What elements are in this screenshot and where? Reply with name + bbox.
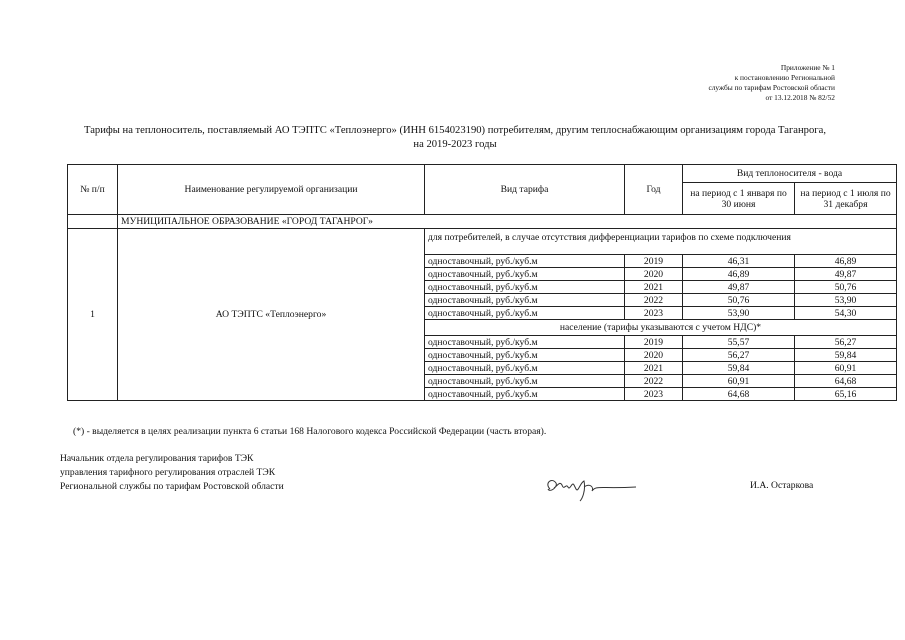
period-2-value: 60,91 <box>795 362 897 375</box>
header-org: Наименование регулируемой организации <box>118 165 425 215</box>
tariff-type-cell: одноставочный, руб./куб.м <box>425 307 625 320</box>
tariff-type-cell: одноставочный, руб./куб.м <box>425 362 625 375</box>
tariff-type-cell: одноставочный, руб./куб.м <box>425 349 625 362</box>
tariff-type-cell: одноставочный, руб./куб.м <box>425 375 625 388</box>
period-1-value: 53,90 <box>683 307 795 320</box>
footnote: (*) - выделяется в целях реализации пункта 6 статьи 168 Налогового кодекса Российской Федерации (часть вторая). <box>73 426 547 437</box>
header-period-1: на период с 1 января по 30 июня <box>683 183 795 215</box>
tariff-type-cell: одноставочный, руб./куб.м <box>425 294 625 307</box>
organization-name: АО ТЭПТС «Теплоэнерго» <box>118 229 425 401</box>
period-2-value: 54,30 <box>795 307 897 320</box>
year-cell: 2023 <box>625 307 683 320</box>
period-1-value: 56,27 <box>683 349 795 362</box>
signer-title-line: управления тарифного регулирования отраслей ТЭК <box>60 467 276 478</box>
appendix-note <box>575 63 835 103</box>
period-2-value: 65,16 <box>795 388 897 401</box>
municipality-blank <box>68 215 118 229</box>
header-year: Год <box>625 165 683 215</box>
header-period-2: на период с 1 июля по 31 декабря <box>795 183 897 215</box>
year-cell: 2020 <box>625 349 683 362</box>
header-num: № п/п <box>68 165 118 215</box>
signer-title-line: Начальник отдела регулирования тарифов ТЭК <box>60 453 254 464</box>
period-2-value: 59,84 <box>795 349 897 362</box>
period-1-value: 60,91 <box>683 375 795 388</box>
year-cell: 2021 <box>625 281 683 294</box>
year-cell: 2019 <box>625 336 683 349</box>
period-2-value: 53,90 <box>795 294 897 307</box>
period-2-value: 49,87 <box>795 268 897 281</box>
tariff-type-cell: одноставочный, руб./куб.м <box>425 388 625 401</box>
period-1-value: 55,57 <box>683 336 795 349</box>
period-2-value: 50,76 <box>795 281 897 294</box>
group-1-label: для потребителей, в случае отсутствия дифференциации тарифов по схеме подключения <box>425 229 897 255</box>
year-cell: 2023 <box>625 388 683 401</box>
tariff-type-cell: одноставочный, руб./куб.м <box>425 281 625 294</box>
signature-image <box>540 473 640 503</box>
tariff-type-cell: одноставочный, руб./куб.м <box>425 336 625 349</box>
period-1-value: 46,89 <box>683 268 795 281</box>
title-line-2: на 2019-2023 годы <box>413 139 497 150</box>
tariff-type-cell: одноставочный, руб./куб.м <box>425 255 625 268</box>
period-1-value: 46,31 <box>683 255 795 268</box>
period-1-value: 50,76 <box>683 294 795 307</box>
period-2-value: 64,68 <box>795 375 897 388</box>
period-1-value: 64,68 <box>683 388 795 401</box>
appendix-line: к постановлению Региональной <box>734 73 835 82</box>
year-cell: 2022 <box>625 375 683 388</box>
period-1-value: 59,84 <box>683 362 795 375</box>
appendix-line: Приложение № 1 <box>780 63 835 72</box>
period-2-value: 56,27 <box>795 336 897 349</box>
period-1-value: 49,87 <box>683 281 795 294</box>
tariff-type-cell: одноставочный, руб./куб.м <box>425 268 625 281</box>
period-2-value: 46,89 <box>795 255 897 268</box>
document-title <box>60 124 850 152</box>
title-line-1: Тарифы на теплоноситель, поставляемый АО ТЭПТС «Теплоэнерго» (ИНН 6154023190) потребителям, другим теплоснабжающим организациям города Таганрога, <box>84 125 826 136</box>
year-cell: 2019 <box>625 255 683 268</box>
signer-name: И.А. Остаркова <box>750 480 814 491</box>
header-tariff-type: Вид тарифа <box>425 165 625 215</box>
row-number: 1 <box>68 229 118 401</box>
municipality-row: МУНИЦИПАЛЬНОЕ ОБРАЗОВАНИЕ «ГОРОД ТАГАНРОГ» <box>118 215 897 229</box>
appendix-line: службы по тарифам Ростовской области <box>708 83 835 92</box>
year-cell: 2021 <box>625 362 683 375</box>
signer-block <box>60 452 284 494</box>
group-2-label: население (тарифы указываются с учетом НДС)* <box>425 320 897 336</box>
appendix-line: от 13.12.2018 № 82/52 <box>765 93 835 102</box>
tariff-table <box>67 164 897 401</box>
header-carrier: Вид теплоносителя - вода <box>683 165 897 183</box>
year-cell: 2020 <box>625 268 683 281</box>
year-cell: 2022 <box>625 294 683 307</box>
signer-title-line: Региональной службы по тарифам Ростовской области <box>60 481 284 492</box>
